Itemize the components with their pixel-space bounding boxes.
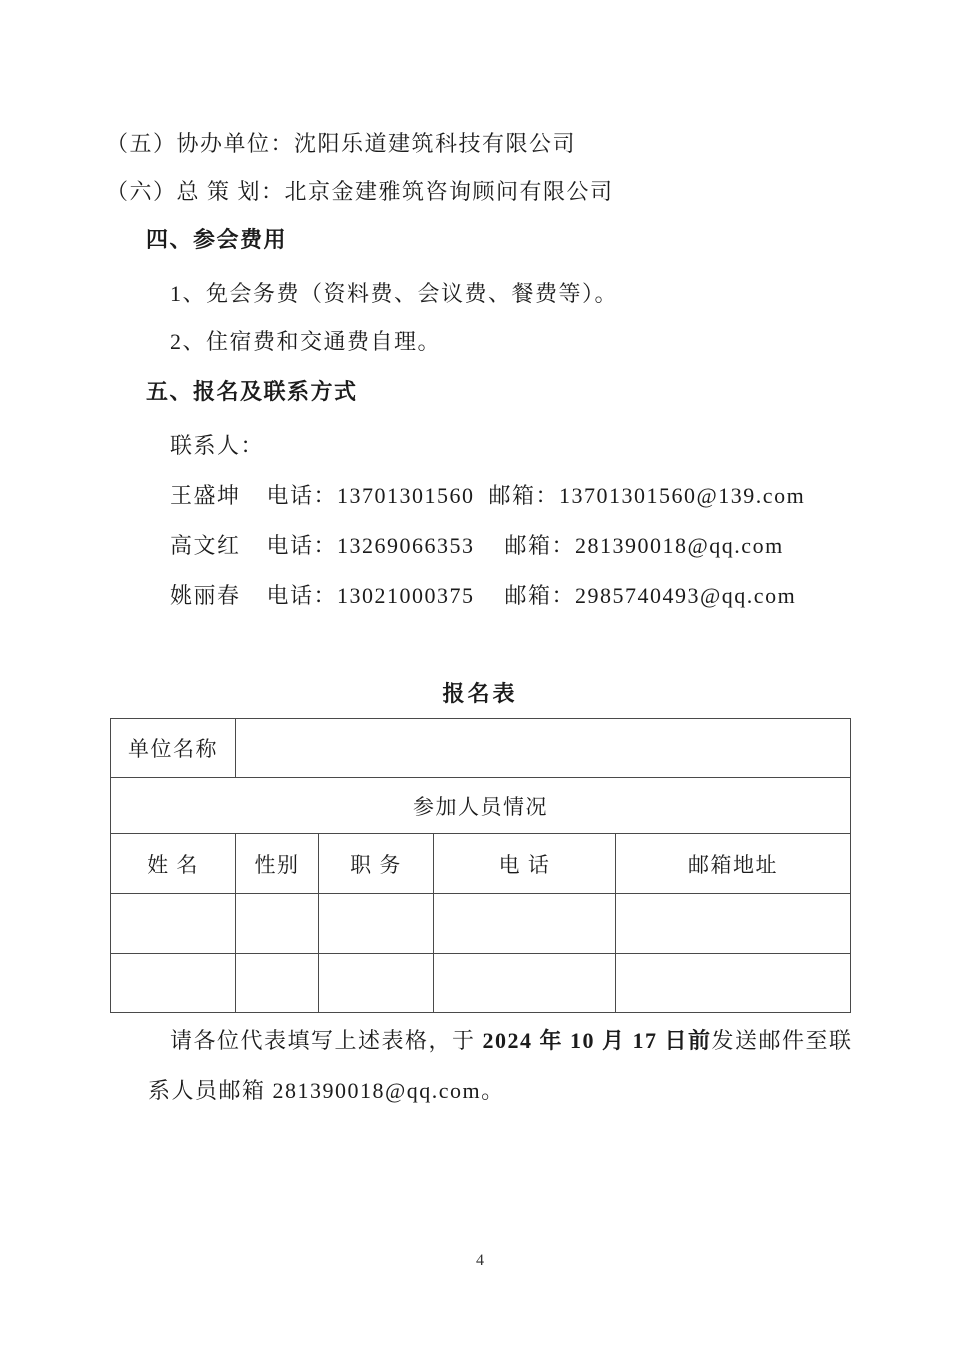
empty-cell xyxy=(616,894,851,954)
closing-paragraph-line-2 xyxy=(148,1078,505,1104)
email-label: 邮箱： xyxy=(504,583,576,608)
empty-cell xyxy=(434,954,616,1013)
section-5-heading: 五、报名及联系方式 xyxy=(146,379,358,404)
closing-prefix: 请各位代表填写上述表格，于 xyxy=(170,1028,483,1053)
email-label: 邮箱： xyxy=(488,483,560,508)
empty-cell xyxy=(319,954,434,1013)
contact-name: 高文红 xyxy=(170,533,241,558)
col-header-name: 姓 名 xyxy=(111,834,236,894)
empty-cell xyxy=(111,954,236,1013)
closing-suffix: 发送邮件至联 xyxy=(711,1028,853,1053)
participants-header-cell: 参加人员情况 xyxy=(111,778,851,834)
co-organizer-line: （五）协办单位：沈阳乐道建筑科技有限公司 xyxy=(106,131,577,156)
col-header-email: 邮箱地址 xyxy=(616,834,851,894)
col-header-phone: 电 话 xyxy=(434,834,616,894)
unit-name-input-cell xyxy=(236,719,851,778)
fee-item-2: 2、住宿费和交通费自理。 xyxy=(170,329,442,354)
page-number: 4 xyxy=(476,1252,484,1269)
empty-cell xyxy=(319,894,434,954)
contact-label: 联系人： xyxy=(170,433,265,458)
empty-cell xyxy=(111,894,236,954)
table-row-column-headers xyxy=(111,834,851,894)
registration-table xyxy=(110,718,851,1013)
phone-number: 13021000375 xyxy=(337,583,475,608)
phone-number: 13269066353 xyxy=(337,533,475,558)
closing-email: 281390018@qq.com xyxy=(272,1078,482,1103)
closing-line2-prefix: 系人员邮箱 xyxy=(148,1078,273,1103)
closing-paragraph-line-1 xyxy=(170,1028,853,1054)
fee-item-1: 1、免会务费（资料费、会议费、餐费等）。 xyxy=(170,281,619,306)
contact-row-3 xyxy=(170,583,796,609)
empty-cell xyxy=(616,954,851,1013)
empty-cell xyxy=(434,894,616,954)
email-address: 281390018@qq.com xyxy=(575,533,784,558)
phone-label: 电话： xyxy=(266,583,338,608)
phone-number: 13701301560 xyxy=(337,483,475,508)
chief-planner-line: （六）总 策 划：北京金建雅筑咨询顾问有限公司 xyxy=(106,179,614,204)
phone-label: 电话： xyxy=(266,533,338,558)
email-address: 2985740493@qq.com xyxy=(575,583,797,608)
contact-row-1 xyxy=(170,483,805,509)
empty-cell xyxy=(236,954,319,1013)
closing-line2-suffix: 。 xyxy=(481,1078,505,1103)
email-label: 邮箱： xyxy=(504,533,576,558)
contact-name: 姚丽春 xyxy=(170,583,241,608)
email-address: 13701301560@139.com xyxy=(559,483,806,508)
empty-cell xyxy=(236,894,319,954)
unit-name-label-cell: 单位名称 xyxy=(111,719,236,778)
registration-form-title: 报名表 xyxy=(442,681,518,706)
table-empty-row xyxy=(111,894,851,954)
phone-label: 电话： xyxy=(266,483,338,508)
table-row-participants-header xyxy=(111,778,851,834)
contact-row-2 xyxy=(170,533,784,559)
table-row-unit-name xyxy=(111,719,851,778)
contact-name: 王盛坤 xyxy=(170,483,241,508)
deadline-text: 2024 年 10 月 17 日前 xyxy=(482,1028,712,1053)
section-4-heading: 四、参会费用 xyxy=(146,227,288,252)
table-empty-row xyxy=(111,954,851,1013)
col-header-gender: 性别 xyxy=(236,834,319,894)
col-header-title: 职 务 xyxy=(319,834,434,894)
